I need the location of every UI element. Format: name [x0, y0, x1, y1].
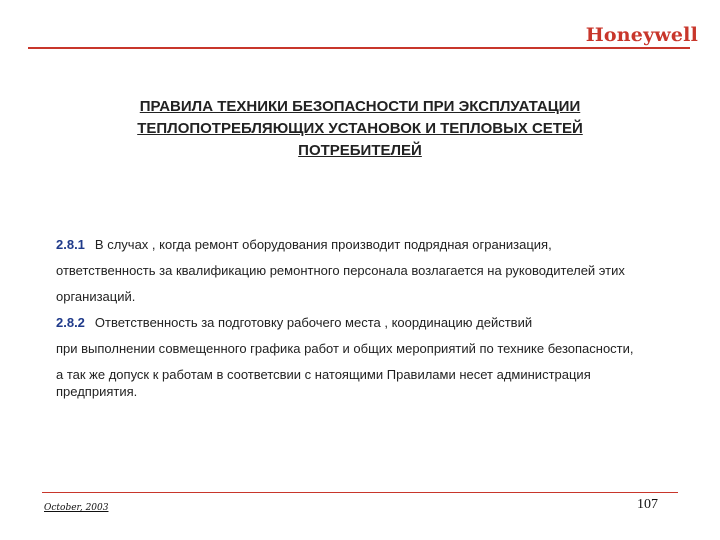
header-rule	[28, 47, 690, 49]
paragraph: организаций.	[56, 289, 136, 304]
paragraph: ответственность за квалификацию ремонтного персонала возлагается на руководителей этих	[56, 263, 625, 278]
title-line: ПРАВИЛА ТЕХНИКИ БЕЗОПАСНОСТИ ПРИ ЭКСПЛУАТАЦИИ	[139, 98, 581, 115]
section-number: 2.8.2	[56, 315, 85, 330]
paragraph-text: В случах , когда ремонт оборудования производит подрядная огранизация,	[94, 237, 552, 252]
footer-date: October, 2003	[44, 503, 109, 513]
brand-logo: Honeywell	[585, 24, 698, 46]
title-line: ПОТРЕБИТЕЛЕЙ	[298, 142, 422, 159]
paragraph	[56, 314, 656, 331]
page-number: 107	[637, 497, 658, 512]
paragraph	[56, 236, 656, 253]
paragraph: а так же допуск к работам в соответсвии с натоящими Правилами несет администрация предприятия.	[56, 367, 591, 399]
paragraph-text: Ответственность за подготовку рабочего места , координацию действий	[94, 315, 533, 330]
footer-rule	[42, 492, 678, 493]
paragraph: при выполнении совмещенного графика работ и общих мероприятий по технике безопасности,	[56, 341, 634, 356]
document-body	[56, 236, 656, 409]
section-number: 2.8.1	[56, 237, 85, 252]
document-title	[60, 96, 660, 162]
title-line: ТЕПЛОПОТРЕБЛЯЮЩИХ УСТАНОВОК И ТЕПЛОВЫХ СЕТЕЙ	[137, 120, 583, 137]
